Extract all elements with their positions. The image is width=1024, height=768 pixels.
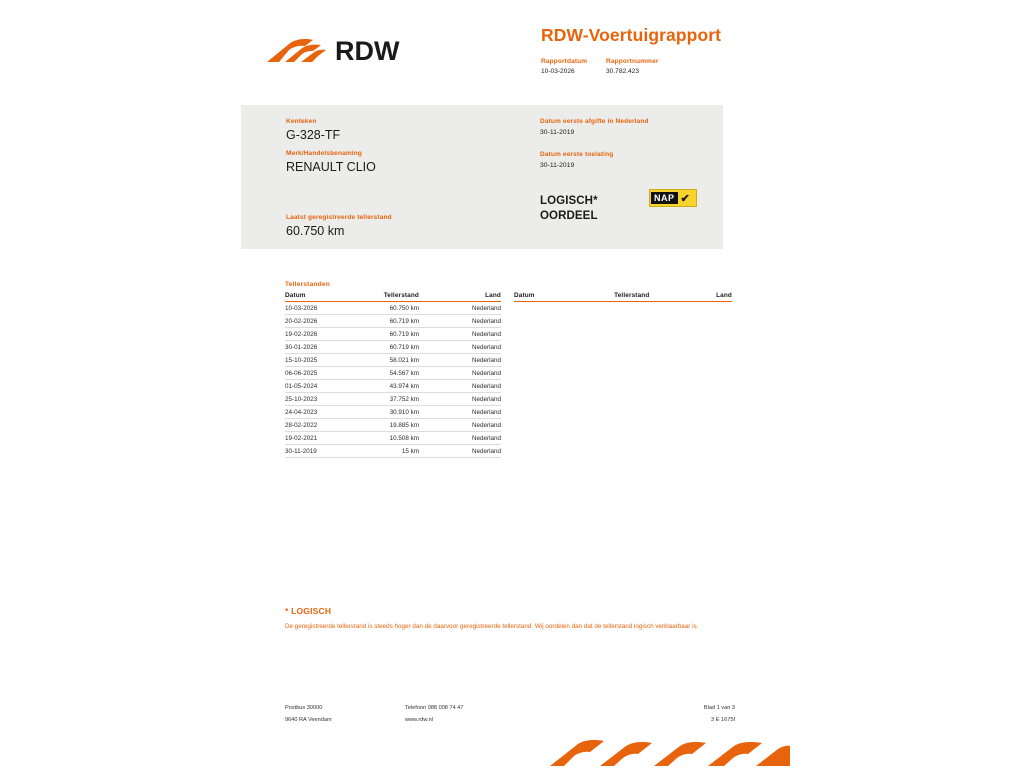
rdw-logo-text: RDW — [335, 36, 400, 66]
verdict-line-2: OORDEEL — [540, 210, 598, 222]
cell-datum: 28-02-2022 — [285, 419, 357, 432]
cell-land: Nederland — [437, 445, 501, 458]
first-admission-label: Datum eerste toelating — [540, 151, 614, 158]
footer-form-code: 3 E 1675f — [711, 717, 735, 723]
first-issue-label: Datum eerste afgifte in Nederland — [540, 118, 649, 125]
table-row — [285, 445, 501, 458]
cell-tellerstand: 54.567 km — [357, 367, 437, 380]
report-number-block — [606, 58, 659, 75]
first-admission-value: 30-11-2019 — [540, 162, 575, 169]
table-row — [285, 302, 501, 315]
cell-tellerstand: 10.508 km — [357, 432, 437, 445]
merk-label: Merk/Handelsbenaming — [286, 150, 362, 157]
table-row — [285, 406, 501, 419]
footer-address — [285, 702, 332, 726]
cell-land: Nederland — [437, 419, 501, 432]
report-title: RDW-Voertuigrapport — [541, 25, 722, 45]
cell-land: Nederland — [437, 315, 501, 328]
report-date-label: Rapportdatum — [541, 58, 588, 65]
cell-land: Nederland — [437, 354, 501, 367]
cell-land: Nederland — [437, 341, 501, 354]
table-row — [285, 341, 501, 354]
footer-address-line2: 9640 RA Veendam — [285, 717, 332, 723]
footer-phone: Telefoon 088 008 74 47 — [405, 705, 464, 711]
footnote-title: * LOGISCH — [285, 606, 332, 616]
footer-decoration-graphic — [550, 738, 790, 768]
cell-datum: 24-04-2023 — [285, 406, 357, 419]
cell-land: Nederland — [437, 380, 501, 393]
cell-datum: 19-02-2021 — [285, 432, 357, 445]
cell-datum: 25-10-2023 — [285, 393, 357, 406]
cell-tellerstand: 60.719 km — [357, 328, 437, 341]
cell-tellerstand: 60.750 km — [357, 302, 437, 315]
col-land: Land — [667, 292, 732, 302]
merk-value: RENAULT CLIO — [286, 160, 376, 174]
cell-land: Nederland — [437, 406, 501, 419]
table-row — [285, 393, 501, 406]
cell-datum: 30-01-2026 — [285, 341, 357, 354]
report-number-value: 30.782.423 — [606, 68, 640, 75]
table-header-row — [514, 292, 732, 302]
first-issue-value: 30-11-2019 — [540, 129, 575, 136]
cell-land: Nederland — [437, 328, 501, 341]
last-odometer-value: 60.750 km — [286, 224, 345, 238]
odometer-section-title: Tellerstanden — [285, 281, 330, 288]
nap-badge — [649, 189, 697, 207]
cell-datum: 01-05-2024 — [285, 380, 357, 393]
nap-badge-text: NAP — [651, 192, 678, 204]
cell-tellerstand: 43.974 km — [357, 380, 437, 393]
cell-land: Nederland — [437, 367, 501, 380]
cell-datum: 19-02-2026 — [285, 328, 357, 341]
footer-contact — [405, 702, 463, 726]
cell-datum: 10-03-2026 — [285, 302, 357, 315]
col-datum: Datum — [285, 292, 357, 302]
odometer-rows-left — [285, 302, 501, 458]
kenteken-field — [286, 118, 340, 142]
cell-tellerstand: 15 km — [357, 445, 437, 458]
verdict-line-1: LOGISCH* — [540, 195, 598, 207]
table-row — [285, 354, 501, 367]
cell-datum: 06-06-2025 — [285, 367, 357, 380]
report-date-block — [541, 58, 587, 75]
footnote-block — [285, 606, 705, 632]
col-tellerstand: Tellerstand — [587, 292, 668, 302]
cell-tellerstand: 37.752 km — [357, 393, 437, 406]
first-issue-field — [540, 118, 649, 136]
cell-tellerstand: 60.719 km — [357, 341, 437, 354]
footer-address-line1: Postbus 30000 — [285, 705, 323, 711]
rdw-logo — [265, 18, 400, 68]
table-row — [285, 419, 501, 432]
table-header-row — [285, 292, 501, 302]
cell-tellerstand: 19.885 km — [357, 419, 437, 432]
cell-land: Nederland — [437, 302, 501, 315]
last-odometer-label: Laatst geregistreerde tellerstand — [286, 214, 392, 221]
cell-datum: 20-02-2026 — [285, 315, 357, 328]
report-date-value: 10-03-2026 — [541, 68, 575, 75]
rdw-logo-icon — [265, 38, 327, 66]
col-tellerstand: Tellerstand — [357, 292, 437, 302]
cell-datum: 30-11-2019 — [285, 445, 357, 458]
cell-tellerstand: 58.021 km — [357, 354, 437, 367]
rdw-stripes-icon — [550, 738, 790, 768]
footer-page-info — [695, 702, 735, 726]
table-row — [285, 315, 501, 328]
col-land: Land — [437, 292, 501, 302]
kenteken-label: Kenteken — [286, 118, 317, 125]
cell-land: Nederland — [437, 393, 501, 406]
last-odometer-field — [286, 214, 392, 238]
kenteken-value: G-328-TF — [286, 128, 341, 142]
odometer-table-right — [514, 292, 732, 302]
first-admission-field — [540, 151, 613, 169]
col-datum: Datum — [514, 292, 587, 302]
cell-tellerstand: 60.719 km — [357, 315, 437, 328]
cell-datum: 15-10-2025 — [285, 354, 357, 367]
odometer-table-left — [285, 292, 501, 458]
check-icon: ✔ — [680, 192, 690, 205]
table-row — [285, 380, 501, 393]
footer-page-number: Blad 1 van 3 — [703, 705, 735, 711]
document-header — [0, 0, 1024, 100]
report-number-label: Rapportnummer — [606, 58, 659, 65]
table-row — [285, 432, 501, 445]
footer-website[interactable]: www.rdw.nl — [405, 717, 433, 723]
table-row — [285, 328, 501, 341]
vehicle-summary-panel — [241, 105, 723, 249]
verdict-text — [540, 194, 598, 224]
cell-land: Nederland — [437, 432, 501, 445]
merk-field — [286, 150, 376, 174]
odometer-readings-section — [285, 281, 735, 455]
cell-tellerstand: 30.910 km — [357, 406, 437, 419]
footnote-body: De geregistreerde tellerstand is steeds hoger dan de daarvoor geregistreerde tellerstand. Wij oordelen dan dat de tellerstand logisch verklaarbaar is. — [285, 623, 699, 630]
table-row — [285, 367, 501, 380]
